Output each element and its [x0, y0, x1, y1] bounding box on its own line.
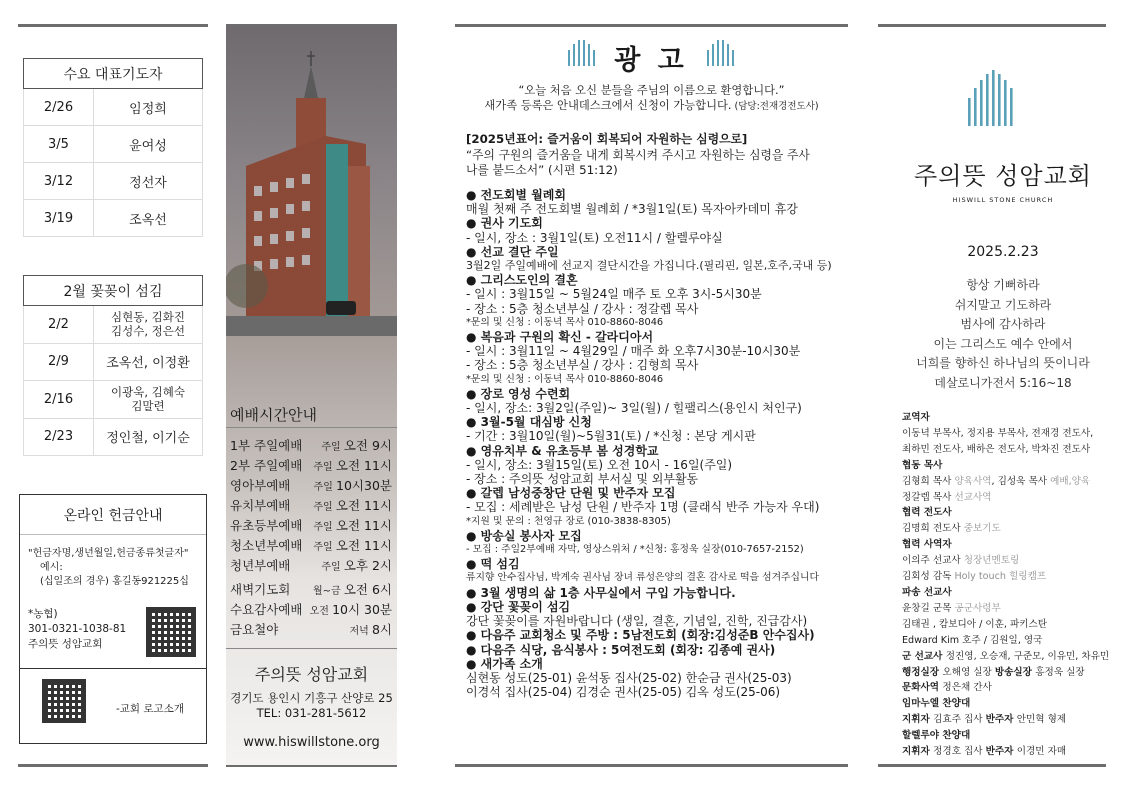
- welcome-message: [455, 83, 848, 114]
- announcement-line: - 모집 : 세례받은 남성 단원 / 반주자 1명 (클래식 반주 가능자 우대): [466, 500, 820, 515]
- bottom-rule: [455, 764, 848, 767]
- staff-text: 지휘자: [902, 746, 934, 758]
- announcement-line: ● 선교 결단 주일: [466, 244, 559, 259]
- staff-line: [902, 601, 1112, 617]
- bulletin-date: 2025.2.23: [967, 244, 1039, 260]
- prayer-name: 정선자: [94, 163, 203, 200]
- cover-church-english: HISWILL STONE CHURCH: [952, 196, 1054, 204]
- staff-text: 정경호 집사: [933, 746, 986, 758]
- worship-hour: 10시30분: [336, 478, 392, 493]
- worship-day: 주일: [313, 502, 336, 513]
- worship-hour: 오전 11시: [335, 518, 392, 533]
- announcement-line: - 기간 : 3월10일(월)~5월31(토) / *신청 : 본당 게시판: [466, 429, 756, 444]
- worship-day: 오전: [309, 606, 333, 617]
- staff-line: [902, 617, 1112, 633]
- top-rule: [18, 24, 208, 27]
- announcement-line: ● 다음주 식당, 음식봉사 : 5여전도회 (회장: 김종예 권사): [466, 642, 776, 657]
- worship-time: [313, 580, 392, 602]
- logo-qr-code[interactable]: [42, 679, 86, 723]
- worship-day: 주일: [313, 462, 336, 473]
- pillar-icon-left: [566, 38, 596, 66]
- prayer-name: 조옥선: [94, 200, 203, 237]
- worship-day: 저녁: [349, 626, 372, 637]
- staff-text: 협동 목사: [902, 459, 943, 471]
- prayer-date: 3/12: [24, 163, 94, 200]
- worship-hour: 오전 9시: [343, 438, 392, 453]
- church-phone: TEL: 031-281-5612: [256, 706, 367, 720]
- offering-box: [19, 494, 207, 669]
- motto-title: [2025년표어: 즐거움이 회복되어 자원하는 심령으로]: [466, 132, 748, 146]
- prayer-name: 임정희: [94, 89, 203, 126]
- flower-table-title: 2월 꽃꽂이 섬김: [24, 276, 203, 306]
- worship-day: 주일: [313, 522, 336, 533]
- staff-text: 오해영 실장: [942, 666, 995, 678]
- worship-day: 주일: [313, 482, 337, 493]
- prayer-row: [24, 89, 203, 126]
- welcome-contact: (담당:전재경전도사): [731, 101, 819, 112]
- staff-line: [902, 728, 1112, 744]
- staff-text: 이경민 자매: [1016, 746, 1067, 758]
- announcement-line: ● 떡 섬김: [466, 557, 520, 572]
- announcement-line: 심현동 성도(25-01) 윤석동 집사(25-02) 한순금 권사(25-03): [466, 670, 792, 685]
- staff-text: 이동녁 부목사, 정지용 부목사, 전재경 전도사,: [902, 427, 1094, 439]
- prayer-table: [23, 58, 203, 237]
- staff-line: [902, 490, 1112, 506]
- flower-name: 심현동, 김화진 김성수, 정은선: [94, 306, 203, 344]
- prayer-row: [24, 163, 203, 200]
- announcement-line: ● 3월-5월 대심방 신청: [466, 415, 592, 430]
- staff-text: 홍정욱 실장: [1035, 666, 1085, 678]
- announcement-line: ● 다음주 교회청소 및 주방 : 5남전도회 (회장:김성준B 안수집사): [466, 628, 815, 643]
- flower-row: [24, 381, 203, 419]
- staff-text: 예배,양육: [1050, 475, 1091, 487]
- staff-text: 협력 사역자: [902, 539, 952, 551]
- worship-row: [230, 476, 392, 496]
- worship-row: [230, 580, 392, 600]
- bank-account: 301-0321-1038-81: [28, 623, 127, 635]
- church-address: 경기도 용인시 기흥구 산양로 25: [230, 691, 393, 705]
- staff-line: [902, 744, 1112, 760]
- announcement-line: 이경석 집사(25-04) 김경순 권사(25-05) 김옥 성도(25-06): [466, 685, 781, 700]
- staff-text: , 김성욱 목사: [991, 475, 1051, 487]
- staff-line: [902, 410, 1112, 426]
- announcement-line: - 일시 : 3월11일 ~ 4월29일 / 매주 화 오후7시30분-10시30분: [466, 344, 801, 359]
- staff-line: [902, 696, 1112, 712]
- announcement-line: 강단 꽃꽂이를 자원바랍니다 (생일, 결혼, 기념일, 진학, 진급감사): [466, 614, 808, 629]
- verse-line: 쉬지말고 기도하라: [954, 297, 1052, 312]
- ad-title: 광 고: [614, 45, 688, 76]
- worship-time: [314, 476, 392, 498]
- staff-line: [902, 505, 1112, 521]
- staff-text: 할렐루야 찬양대: [902, 730, 971, 742]
- motto-verse-1: “주의 구원의 즐거움을 내게 회복시켜 주시고 자원하는 심령을 주사: [466, 147, 810, 162]
- staff-line: [902, 553, 1112, 569]
- cover-verse: [878, 276, 1122, 393]
- announcement-list: [466, 188, 846, 699]
- announcement-line: - 장소 : 5층 청소년부실 / 강사 : 김형희 목사: [466, 358, 699, 373]
- worship-row: [230, 620, 392, 640]
- flower-row: [24, 418, 203, 456]
- verse-line: 항상 기뻐하라: [966, 278, 1040, 292]
- worship-day: 월~금: [312, 586, 344, 597]
- worship-name: 수요감사예배: [230, 602, 303, 617]
- prayer-row: [24, 200, 203, 237]
- worship-name: 1부 주일예배: [230, 438, 303, 453]
- staff-text: 양육사역: [954, 475, 992, 487]
- worship-time: [313, 536, 392, 558]
- announcement-line: ● 새가족 소개: [466, 656, 543, 671]
- announcement-line: 매월 첫째 주 전도회별 월례회 / *3월1일(토) 목자아카데미 휴강: [466, 202, 798, 217]
- announcement-line: - 일시 : 3월15일 ~ 5월24일 매주 토 오후 3시-5시30분: [466, 287, 762, 302]
- announcement-line: *문의 및 신청 : 이동녁 목사 010-8860-8046: [466, 316, 664, 328]
- prayer-date: 3/19: [24, 200, 94, 237]
- yearly-motto: [466, 132, 846, 179]
- announcement-line: *문의 및 신청 : 이동녁 목사 010-8860-8046: [466, 373, 664, 385]
- staff-line: [902, 633, 1112, 649]
- worship-name: 청년부예배: [230, 558, 291, 573]
- flower-name: 정인철, 이기순: [94, 418, 203, 456]
- staff-text: 지휘자: [902, 714, 934, 726]
- staff-text: 청장년멘토링: [963, 555, 1020, 567]
- worship-time: [349, 620, 392, 642]
- top-rule: [878, 24, 1106, 27]
- staff-text: 김명희 전도사: [902, 523, 964, 535]
- staff-text: 김효주 집사: [933, 714, 986, 726]
- staff-text: 협력 전도사: [902, 507, 952, 519]
- pillar-icon-right: [705, 38, 735, 66]
- account-owner: 주의뜻 성암교회: [28, 638, 103, 650]
- worship-time: [313, 456, 392, 478]
- church-building-illustration: [226, 26, 397, 406]
- worship-row: [230, 536, 392, 556]
- bank-name: *농협): [28, 608, 58, 620]
- worship-hour: 10시 30분: [332, 602, 392, 617]
- announcement-line: ● 방송실 봉사자 모집: [466, 528, 582, 543]
- worship-divider-bottom: [226, 648, 397, 649]
- verse-line: 데살로니가전서 5:16~18: [934, 375, 1072, 390]
- worship-schedule: [230, 436, 392, 640]
- worship-divider: [226, 427, 397, 428]
- worship-hour: 오전 11시: [335, 498, 392, 513]
- prayer-date: 2/26: [24, 89, 94, 126]
- staff-text: 정은채 간사: [942, 682, 992, 694]
- flower-date: 2/2: [24, 306, 94, 344]
- worship-title: 예배시간안내: [230, 406, 317, 424]
- bottom-rule: [18, 764, 208, 767]
- announcement-line: 류지향 안수집사님, 박계숙 권사님 장녀 류성은양의 결혼 감사로 떡을 섬겨주십니다: [466, 572, 819, 584]
- staff-text: 반주자: [985, 714, 1017, 726]
- flower-name: 이광욱, 김혜숙 김말련: [94, 381, 203, 419]
- motto-verse-2: 나를 붙드소서” (시편 51:12): [466, 163, 618, 177]
- worship-name: 영아부예배: [230, 478, 291, 493]
- staff-text: 김형희 목사: [902, 475, 955, 487]
- prayer-row: [24, 126, 203, 163]
- announcement-line: - 일시, 장소: 3월2일(주일)~ 3일(월) / 힐팰리스(용인시 처인구): [466, 401, 802, 416]
- worship-hour: 오전 11시: [335, 458, 392, 473]
- worship-time: [321, 436, 392, 458]
- offering-format: "헌금자명,생년월일,헌금종류첫글자": [28, 548, 189, 559]
- announcement-line: - 장소 : 주의뜻 성암교회 부서실 및 외부활동: [466, 472, 699, 487]
- announcement-line: ● 갈렙 남성중창단 단원 및 반주자 모집: [466, 486, 676, 501]
- announcement-line: ● 영유치부 & 유초등부 봄 성경학교: [466, 443, 659, 458]
- flower-row: [24, 343, 203, 381]
- worship-row: [230, 496, 392, 516]
- staff-line: [902, 665, 1112, 681]
- church-website[interactable]: www.hiswillstone.org: [243, 735, 380, 750]
- worship-day: 주일: [321, 442, 344, 453]
- announcement-line: ● 장로 영성 수련회: [466, 386, 571, 401]
- staff-text: 최하민 전도사, 배하은 전도사, 박차진 전도사: [902, 443, 1091, 455]
- worship-hour: 8시: [371, 622, 392, 637]
- worship-hour: 오후 2시: [343, 558, 392, 573]
- staff-text: 안민혁 형제: [1016, 714, 1067, 726]
- worship-row: [230, 456, 392, 476]
- worship-day: 주일: [321, 562, 344, 573]
- staff-line: [902, 426, 1112, 442]
- staff-text: 윤창길 군목: [902, 602, 955, 614]
- worship-row: [230, 516, 392, 536]
- announcement-line: ● 3월 생명의 삶 1층 사무실에서 구입 가능합니다.: [466, 585, 736, 600]
- logo-intro-label: -교회 로고소개: [116, 703, 184, 715]
- announcement-line: - 일시, 장소 : 3월1일(토) 오전11시 / 할렐루야실: [466, 230, 723, 245]
- flower-name: 조옥선, 이정환: [94, 343, 203, 381]
- worship-name: 새벽기도회: [230, 582, 291, 597]
- flower-date: 2/23: [24, 418, 94, 456]
- worship-hour: 오전 11시: [335, 538, 392, 553]
- staff-text: 문화사역: [902, 682, 943, 694]
- worship-row: [230, 556, 392, 576]
- top-rule: [455, 24, 848, 27]
- staff-text: Edward Kim 호주 / 김원일, 영국: [902, 634, 1043, 646]
- offering-qr-code[interactable]: [146, 607, 196, 657]
- worship-name: 2부 주일예배: [230, 458, 303, 473]
- prayer-date: 3/5: [24, 126, 94, 163]
- worship-name: 금요철야: [230, 622, 279, 637]
- welcome-register: 새가족 등록은 안내데스크에서 신청이 가능합니다.: [484, 99, 732, 112]
- staff-text: 행정실장: [902, 666, 943, 678]
- staff-line: [902, 474, 1112, 490]
- bottom-rule: [878, 764, 1106, 767]
- announcement-line: 3월2일 주일예배에 선교지 결단시간을 가집니다.(필리핀, 일본,호주,국내 등): [466, 259, 832, 273]
- staff-line: [902, 649, 1112, 665]
- staff-text: 교역자: [902, 412, 930, 423]
- announcement-line: - 모집 : 주일2부예배 자막, 영상스위처 / *신청: 홍정욱 실장(010-7657-2152): [466, 544, 804, 556]
- staff-line: [902, 680, 1112, 696]
- offering-title: 온라인 헌금안내: [63, 508, 163, 524]
- church-name: 주의뜻 성암교회: [254, 665, 369, 684]
- staff-line: [902, 521, 1112, 537]
- staff-text: 김회성 감독: [902, 571, 955, 583]
- cover-church-name: 주의뜻 성암교회: [914, 162, 1092, 190]
- announcement-line: ● 강단 꽃꽂이 섬김: [466, 599, 571, 614]
- staff-text: 정갈렙 목사: [902, 491, 955, 503]
- offering-example: (십일조의 경우) 홍길동921225십: [40, 576, 189, 587]
- worship-time: [313, 496, 392, 518]
- church-info: [226, 662, 397, 750]
- worship-hour: 오전 6시: [343, 582, 392, 597]
- announcement-line: - 장소 : 5층 청소년부실 / 강사 : 정갈렙 목사: [466, 301, 699, 316]
- prayer-name: 윤여성: [94, 126, 203, 163]
- offering-example-label: 예시:: [40, 562, 63, 573]
- worship-name: 청소년부예배: [230, 538, 303, 553]
- staff-line: [902, 442, 1112, 458]
- staff-text: 공군사령부: [954, 602, 1001, 614]
- verse-line: 이는 그리스도 예수 안에서: [933, 336, 1073, 351]
- worship-row: [230, 600, 392, 620]
- staff-text: 이의주 선교사: [902, 555, 964, 567]
- worship-time: [313, 516, 392, 538]
- staff-text: Holy touch 힐링캠프: [954, 571, 1047, 583]
- welcome-line: “오늘 처음 오신 분들을 주님의 이름으로 환영합니다.”: [518, 84, 785, 97]
- announcement-line: ● 권사 기도회: [466, 216, 543, 231]
- verse-line: 너희를 향하신 하나님의 뜻이니라: [916, 356, 1090, 370]
- staff-text: 파송 선교사: [902, 586, 952, 598]
- worship-name: 유치부예배: [230, 498, 291, 513]
- prayer-table-title: 수요 대표기도자: [24, 59, 203, 89]
- church-logo-icon: [967, 70, 1017, 126]
- staff-text: 선교사역: [954, 491, 992, 503]
- flower-row: [24, 306, 203, 344]
- staff-text: 김태권 , 캄보디아 / 이훈, 파키스탄: [902, 618, 1048, 630]
- announcement-line: - 일시, 장소: 3월15일(토) 오전 10시 - 16일(주일): [466, 457, 733, 472]
- staff-line: [902, 569, 1112, 585]
- worship-time: [321, 556, 392, 578]
- flower-date: 2/9: [24, 343, 94, 381]
- staff-line: [902, 585, 1112, 601]
- worship-time: [310, 600, 392, 622]
- staff-text: 임마누엘 찬양대: [902, 698, 971, 710]
- church-building-photo: [226, 26, 397, 765]
- worship-row: [230, 436, 392, 456]
- worship-name: 유초등부예배: [230, 518, 303, 533]
- staff-text: 중보기도: [963, 523, 1001, 535]
- flower-table: [23, 275, 203, 456]
- staff-list: [902, 410, 1112, 760]
- flower-date: 2/16: [24, 381, 94, 419]
- staff-text: 방송실장: [994, 666, 1036, 678]
- announcement-line: ● 그리스도인의 결혼: [466, 273, 578, 288]
- logo-intro-box: [19, 669, 207, 744]
- announcement-line: *지원 및 문의 : 천영규 장로 (010-3838-8305): [466, 515, 671, 527]
- staff-text: 군 선교사: [902, 650, 946, 662]
- staff-line: [902, 537, 1112, 553]
- announcement-line: ● 복음과 구원의 확신 - 갈라디아서: [466, 330, 654, 345]
- staff-text: 반주자: [985, 746, 1017, 758]
- verse-line: 범사에 감사하라: [960, 317, 1046, 331]
- announcement-line: ● 전도회별 월례회: [466, 188, 566, 202]
- staff-line: [902, 458, 1112, 474]
- staff-text: 정진영, 오승재, 구준모, 이유민, 차유민: [945, 650, 1110, 662]
- staff-line: [902, 712, 1112, 728]
- worship-day: 주일: [313, 542, 336, 553]
